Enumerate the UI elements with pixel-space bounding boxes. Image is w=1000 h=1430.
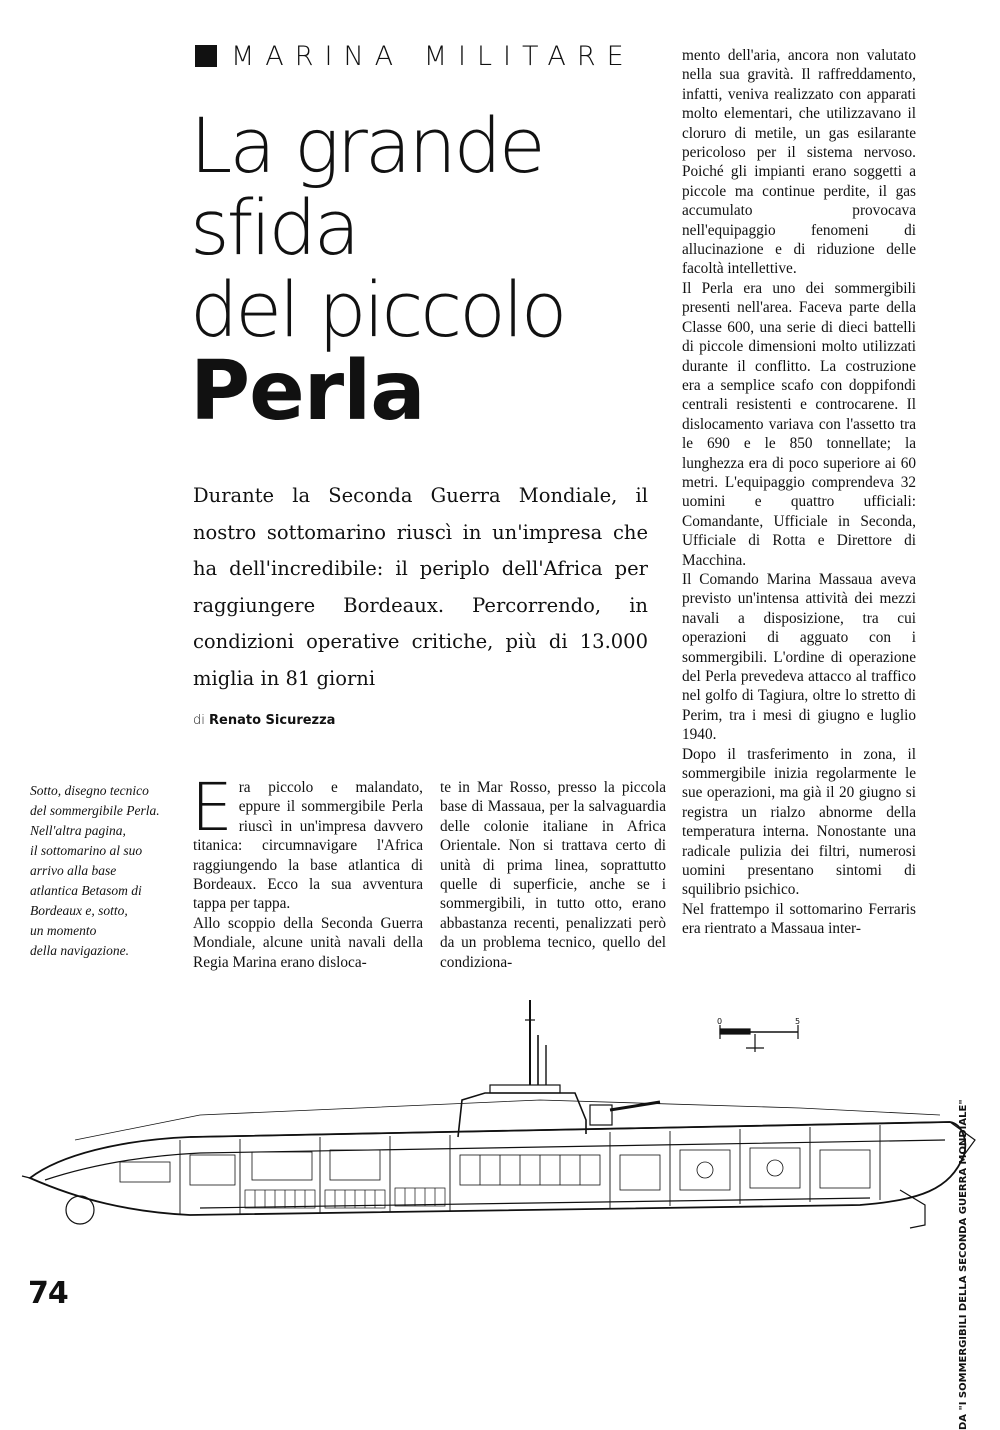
section-square-icon <box>195 45 217 67</box>
body-paragraph: mento dell'aria, ancora non valutato nella sua gravità. Il raffreddamento, infatti, veniva realizzato con apparati molto elementari, che utilizzavano il cloruro di metile, un gas esilarante pericoloso per il sistema nervoso. Poiché gli impianti erano soggetti a piccole ma continue perdite, il gas accumulato provocava nell'equipaggio fenomeni di allucinazione e di riduzione delle facoltà intellettive. <box>682 47 916 278</box>
section-label <box>195 38 635 74</box>
byline-prefix: di <box>193 713 205 728</box>
caption-line: del sommergibile Perla. <box>30 803 160 818</box>
caption-line: un momento <box>30 923 97 938</box>
byline-author: Renato Sicurezza <box>209 713 336 728</box>
image-caption <box>30 781 175 961</box>
body-column-3 <box>682 46 916 939</box>
body-paragraph: Allo scoppio della Seconda Guerra Mondiale, alcune unità navali della Regia Marina erano disloca- <box>193 914 423 971</box>
caption-line: Nell'altra pagina, <box>30 823 126 838</box>
body-paragraph: Il Perla era uno dei sommergibili presenti nell'area. Faceva parte della Classe 600, una serie di dieci battelli di piccole dimensioni molto utilizzati durante il conflitto. La costruzione era a semplice scafo con doppifondi centrali resistenti e controcarene. Il dislocamento variava con l'assetto tra le 690 e le 850 tonnellate; la lunghezza era di poco superiore ai 60 metri. L'equipaggio comprendeva 32 uomini e quattro ufficiali: Comandante, Ufficiale in Seconda, Ufficiale di Rotta e Direttore di Macchina. <box>682 279 916 569</box>
body-paragraph: Il Comando Marina Massaua aveva previsto un'intensa attività dei mezzi navali a disposizione, tra cui operazioni di agguato con i sommergibili. L'ordine di operazione del Perla prevedeva attacco al traffico nel golfo di Tagiura, oltre lo stretto di Perim, tra i mesi di giugno e luglio 1940. <box>682 570 916 744</box>
page-number: 74 <box>28 1276 68 1311</box>
scale-min-label: 0 <box>717 1017 723 1026</box>
caption-line: atlantica Betasom di <box>30 883 142 898</box>
caption-line: Bordeaux e, sotto, <box>30 903 128 918</box>
caption-line: il sottomarino al suo <box>30 843 143 858</box>
byline <box>193 713 335 728</box>
image-credit-text: DA "I SOMMERGIBILI DELLA SECONDA GUERRA MONDIALE" <box>958 1099 969 1430</box>
headline <box>190 101 650 439</box>
caption-line: Sotto, disegno tecnico <box>30 783 149 798</box>
body-paragraph: Nel frattempo il sottomarino Ferraris era rientrato a Massaua inter- <box>682 900 916 938</box>
headline-line-3: del piccolo <box>190 265 565 354</box>
headline-line-1: La grande <box>190 101 543 190</box>
section-label-text: MARINA MILITARE <box>231 40 635 72</box>
drop-cap: E <box>191 769 233 846</box>
body-paragraph: te in Mar Rosso, presso la piccola base di Massaua, per la salvaguardia delle colonie italiane in Africa Orientale. Non si trattava certo di unità di prima linea, soprattutto quelle di superficie, anche se i sommergibili, in tutto otto, erano abbastanza recenti, penalizzati però da un problema tecnico, quello del condiziona- <box>440 779 666 971</box>
scale-bar <box>720 1025 798 1052</box>
body-column-2 <box>440 778 666 972</box>
body-paragraph: ra piccolo e malandato, eppure il sommergibile Perla riuscì in un'impresa davvero titanica: circumnavigare l'Africa raggiungendo la base atlantica di Bordeaux. Ecco la sua avventura tappa per tappa. <box>193 779 423 913</box>
lead-paragraph: Durante la Seconda Guerra Mondiale, il nostro sottomarino riuscì in un'impresa che ha dell'incredibile: il periplo dell'Africa per raggiungere Bordeaux. Percorrendo, in condizioni operative critiche, più di 13.000 miglia in 81 giorni <box>193 484 648 690</box>
body-column-1 <box>191 769 423 972</box>
submarine-technical-drawing <box>20 990 980 1240</box>
body-paragraph: Dopo il trasferimento in zona, il sommergibile inizia regolarmente le sue operazioni, ma già il 20 giugno si registra un rialzo abnorme della temperatura interna. Nonostante una radicale pulizia dei filtri, numerosi uomini presentano sintomi di squilibrio psichico. <box>682 745 916 899</box>
headline-bold: Perla <box>190 344 425 439</box>
headline-line-2: sfida <box>190 183 358 272</box>
caption-line: arrivo alla base <box>30 863 117 878</box>
caption-line: della navigazione. <box>30 943 129 958</box>
scale-max-label: 5 <box>795 1017 801 1026</box>
